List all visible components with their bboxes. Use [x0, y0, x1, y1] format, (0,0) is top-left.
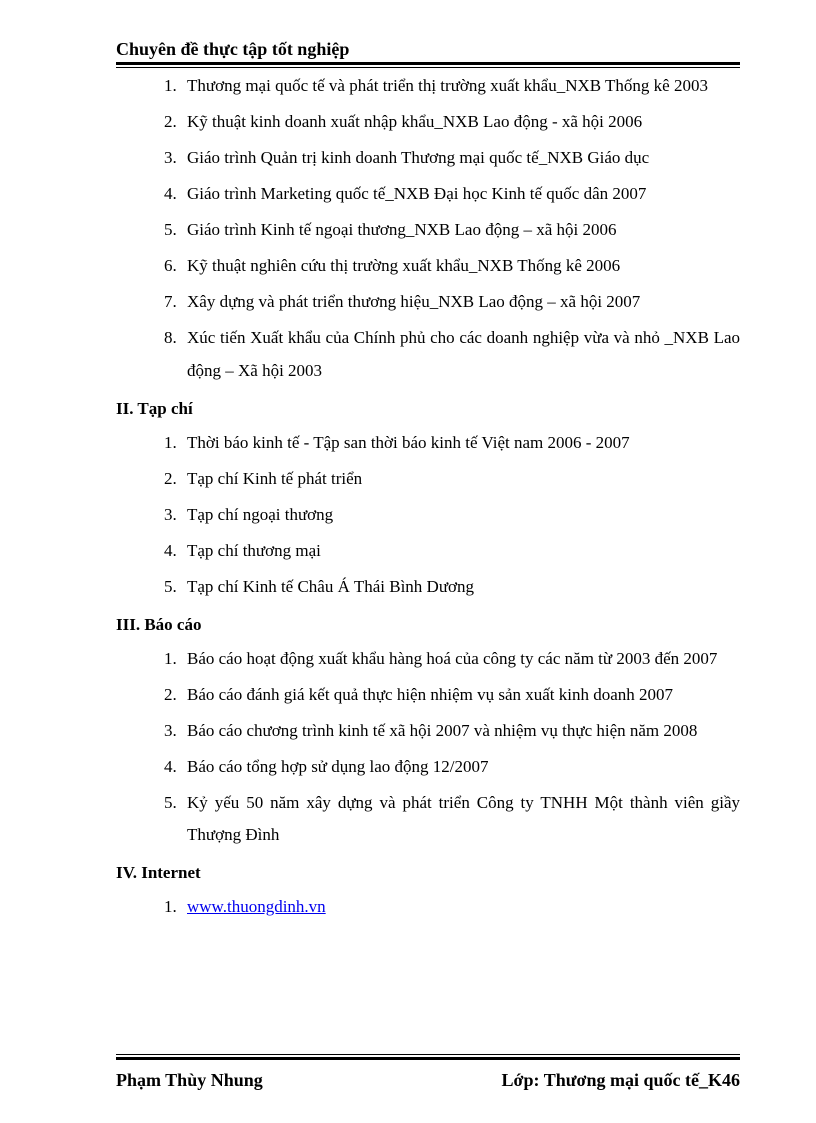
item-number: 4.: [164, 184, 177, 203]
internet-list: [116, 891, 740, 927]
list-item: [116, 106, 740, 142]
item-number: 1.: [164, 432, 177, 452]
item-number: 5.: [164, 576, 177, 596]
item-number: 2.: [164, 684, 177, 704]
item-number: 2.: [164, 468, 177, 488]
item-number: 1.: [164, 648, 177, 668]
item-number: 5.: [164, 220, 177, 239]
list-item: [116, 679, 740, 715]
footer-row: [116, 1068, 740, 1092]
list-item: [116, 891, 740, 927]
list-item: [116, 178, 740, 214]
list-item: [116, 499, 740, 535]
list-item: [116, 643, 740, 679]
item-number: 4.: [164, 756, 177, 776]
item-number: 2.: [164, 112, 177, 131]
item-number: 3.: [164, 148, 177, 167]
list-item: [116, 322, 740, 391]
item-text: Báo cáo hoạt động xuất khẩu hàng hoá của công ty các năm từ 2003 đến 2007: [187, 648, 718, 668]
item-text: Báo cáo chương trình kinh tế xã hội 2007 và nhiệm vụ thực hiện năm 2008: [187, 720, 698, 740]
website-link[interactable]: www.thuongdinh.vn: [187, 897, 326, 916]
item-text: Tạp chí Kinh tế phát triển: [187, 468, 363, 488]
item-number: 3.: [164, 504, 177, 524]
list-item: [116, 715, 740, 751]
item-text: Tạp chí Kinh tế Châu Á Thái Bình Dương: [187, 576, 475, 596]
item-text: Xây dựng và phát triển thương hiệu_NXB Lao động – xã hội 2007: [187, 292, 641, 311]
item-text: Thời báo kinh tế - Tập san thời báo kinh tế Việt nam 2006 - 2007: [187, 432, 630, 452]
header-title: Chuyên đề thực tập tốt nghiệp: [116, 39, 350, 59]
item-text: Kỷ yếu 50 năm xây dựng và phát triển Công ty TNHH Một thành viên giầy Thượng Đình: [187, 792, 740, 844]
list-item: [116, 286, 740, 322]
item-number: 8.: [164, 328, 177, 347]
journals-list: [116, 427, 740, 607]
list-item: [116, 463, 740, 499]
item-text: Kỹ thuật nghiên cứu thị trường xuất khẩu_NXB Thống kê 2006: [187, 256, 621, 275]
item-text: Tạp chí ngoại thương: [187, 504, 334, 524]
page-header: [116, 37, 740, 68]
item-text: Giáo trình Quản trị kinh doanh Thương mại quốc tế_NXB Giáo dục: [187, 148, 650, 167]
item-number: 7.: [164, 292, 177, 311]
list-item: [116, 214, 740, 250]
page-footer: [116, 1054, 740, 1092]
list-item: [116, 571, 740, 607]
list-item: [116, 787, 740, 856]
item-number: 1.: [164, 897, 177, 916]
item-number: 4.: [164, 540, 177, 560]
books-list: [116, 70, 740, 391]
item-text: Báo cáo đánh giá kết quả thực hiện nhiệm vụ sản xuất kinh doanh 2007: [187, 684, 674, 704]
list-item: [116, 250, 740, 286]
list-item: [116, 535, 740, 571]
item-text: Tạp chí thương mại: [187, 540, 321, 560]
item-text: Giáo trình Marketing quốc tế_NXB Đại học Kinh tế quốc dân 2007: [187, 184, 647, 203]
item-number: 1.: [164, 76, 177, 95]
section-heading-reports: III. Báo cáo: [116, 614, 202, 634]
item-text: Báo cáo tổng hợp sử dụng lao động 12/2007: [187, 756, 489, 776]
footer-class: Lớp: Thương mại quốc tế_K46: [501, 1070, 740, 1090]
list-item: [116, 427, 740, 463]
item-text: Kỹ thuật kinh doanh xuất nhập khẩu_NXB Lao động - xã hội 2006: [187, 112, 643, 131]
item-number: 6.: [164, 256, 177, 275]
document-body: [116, 70, 740, 927]
item-text: [187, 891, 740, 924]
item-text: Thương mại quốc tế và phát triển thị trường xuất khẩu_NXB Thống kê 2003: [187, 76, 708, 95]
section-heading-internet: IV. Internet: [116, 863, 201, 882]
header-rule-thin: [116, 67, 740, 68]
item-text: Xúc tiến Xuất khẩu của Chính phủ cho các doanh nghiệp vừa và nhỏ _NXB Lao động – Xã hội 2003: [187, 328, 740, 380]
list-item: [116, 142, 740, 178]
item-number: 5.: [164, 792, 177, 812]
reports-list: [116, 643, 740, 856]
item-number: 3.: [164, 720, 177, 740]
list-item: [116, 70, 740, 106]
header-rule-thick: [116, 62, 740, 65]
footer-rule-thick: [116, 1057, 740, 1060]
footer-rule-thin: [116, 1054, 740, 1055]
list-item: [116, 751, 740, 787]
item-text: Giáo trình Kinh tế ngoại thương_NXB Lao động – xã hội 2006: [187, 220, 617, 239]
section-heading-journals: II. Tạp chí: [116, 398, 193, 418]
footer-author: Phạm Thùy Nhung: [116, 1070, 263, 1090]
